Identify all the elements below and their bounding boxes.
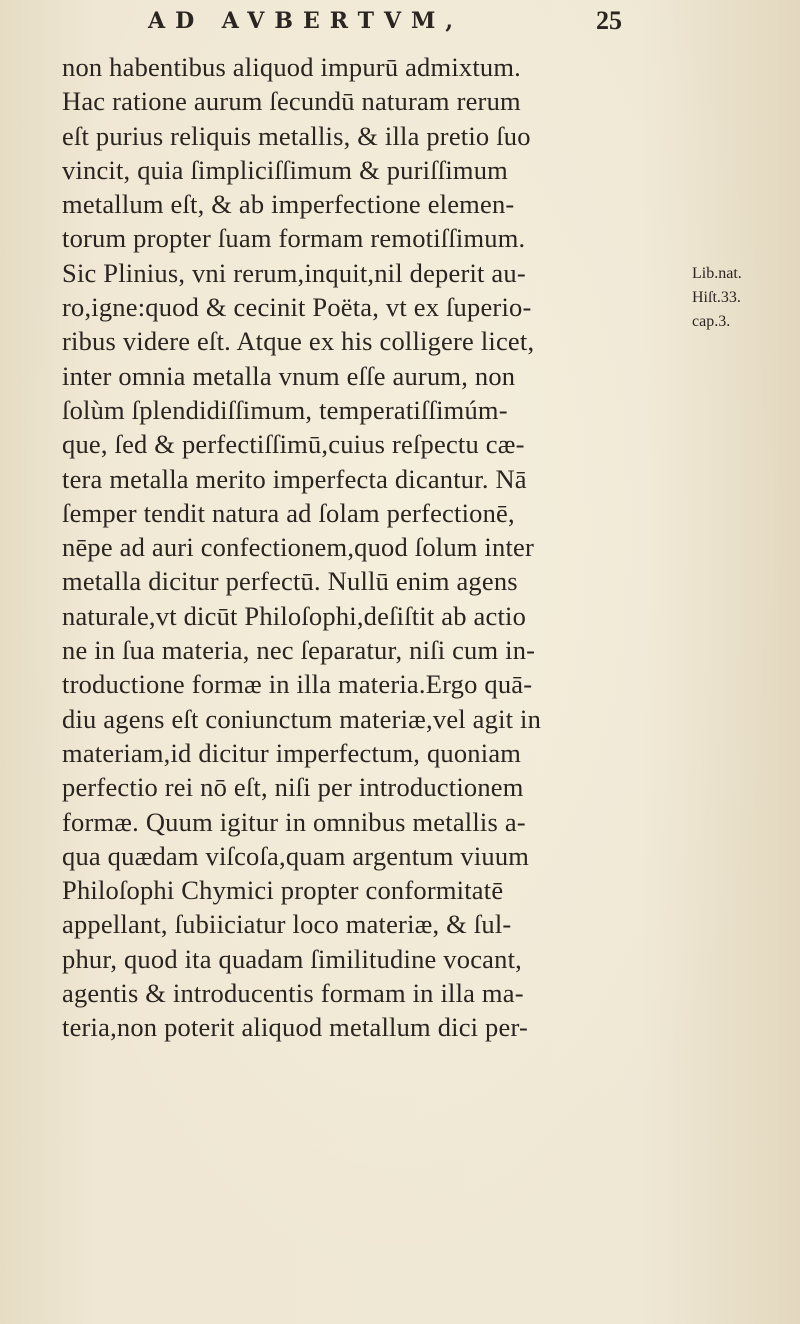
text-line: torum propter ſuam formam remotiſſimum.: [62, 223, 526, 254]
running-title: AD AVBERTVM,: [148, 8, 464, 34]
text-line: naturale,vt dicūt Philoſophi,deſiſtit ab actio: [62, 600, 527, 631]
margin-note-line: cap.3.: [692, 313, 731, 330]
text-line: formæ. Quum igitur in omnibus metallis a-: [62, 806, 526, 837]
margin-note-line: Hiſt.33.: [692, 289, 741, 306]
text-line: eſt purius reliquis metallis, & illa pretio ſuo: [62, 120, 531, 151]
text-line: troductione formæ in illa materia.Ergo quā-: [62, 669, 533, 700]
text-line: phur, quod ita quadam ſimilitudine vocant,: [62, 943, 522, 974]
text-line: materiam,id dicitur imperfectum, quoniam: [62, 737, 522, 768]
text-line: Philoſophi Chymici propter conformitatē: [62, 875, 504, 906]
text-line: diu agens eſt coniunctum materiæ,vel agit in: [62, 703, 542, 734]
text-line: ribus videre eſt. Atque ex his colligere licet,: [62, 326, 535, 357]
text-line: tera metalla merito imperfecta dicantur. Nā: [62, 463, 527, 494]
text-line: teria,non poterit aliquod metallum dici per-: [62, 1012, 528, 1043]
text-line: nēpe ad auri confectionem,quod ſolum inter: [62, 532, 534, 563]
text-line: Sic Plinius, vni rerum,inquit,nil deperit au-: [62, 257, 526, 288]
text-line: non habentibus aliquod impurū admixtum.: [62, 52, 521, 82]
text-line: agentis & introducentis formam in illa ma-: [62, 978, 524, 1009]
text-line: metallum eſt, & ab imperfectione elemen-: [62, 189, 515, 220]
running-head: [148, 2, 668, 38]
text-line: ſolùm ſplendidiſſimum, temperatiſſimúm-: [62, 394, 508, 425]
text-line: metalla dicitur perfectū. Nullū enim agens: [62, 566, 518, 597]
text-line: ro,igne:quod & cecinit Poëta, vt ex ſuperio-: [62, 292, 532, 323]
text-line: vincit, quia ſimpliciſſimum & puriſſimum: [62, 154, 508, 185]
body-text: [62, 50, 687, 1045]
text-line: perfectio rei nō eſt, niſi per introductionem: [62, 772, 524, 803]
page-number: 25: [596, 6, 622, 35]
text-line: que, ſed & perfectiſſimū,cuius reſpectu cæ-: [62, 429, 525, 460]
marginal-citation: [692, 262, 792, 334]
text-line: inter omnia metalla vnum eſſe aurum, non: [62, 360, 516, 391]
text-line: ne in ſua materia, nec ſeparatur, niſi cum in-: [62, 635, 536, 666]
text-line: ſemper tendit natura ad ſolam perfectionē,: [62, 497, 515, 528]
text-line: qua quædam viſcoſa,quam argentum viuum: [62, 840, 530, 871]
text-line: Hac ratione aurum ſecundū naturam rerum: [62, 86, 521, 117]
margin-note-line: Lib.nat.: [692, 265, 742, 282]
text-line: appellant, ſubiiciatur loco materiæ, & ſul-: [62, 909, 512, 940]
